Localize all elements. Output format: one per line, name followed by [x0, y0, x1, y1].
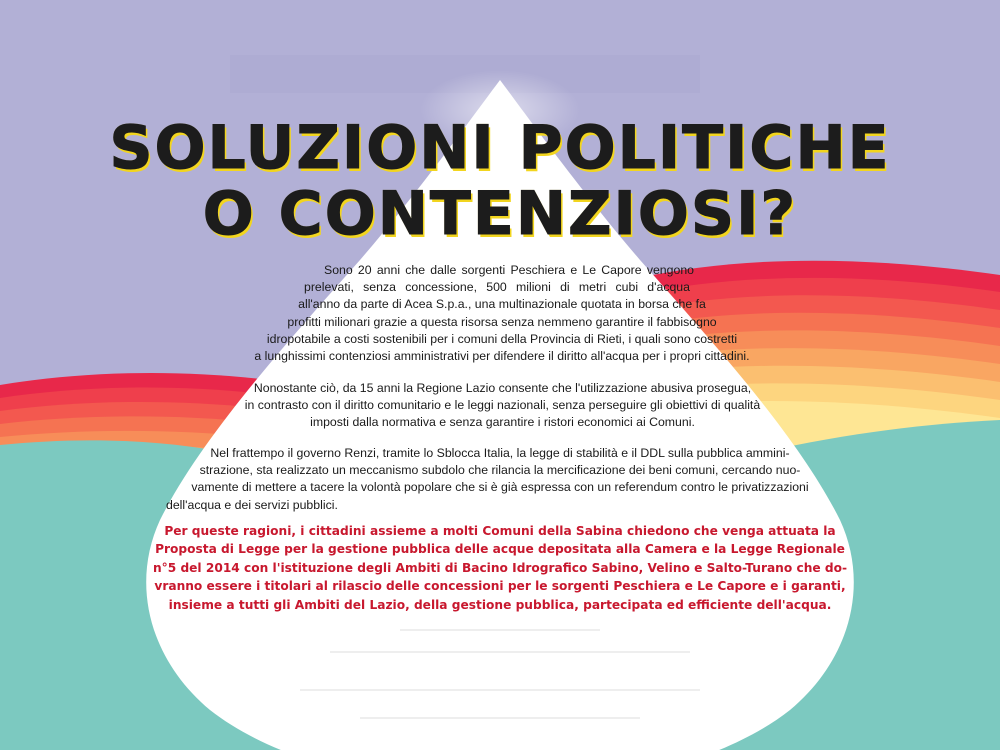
paragraph-line: Proposta di Legge per la gestione pubblica delle acque depositata alla Camera e la Legge Regionale [155, 542, 845, 557]
paragraph-line: vamente di mettere a tacere la volontà popolare che si è già espressa con un referendum contro le privatizzazioni [191, 480, 809, 495]
paragraph-line: Nel frattempo il governo Renzi, tramite lo Sblocca Italia, la legge di stabilità e il DDL sulla pubblica ammini- [210, 446, 790, 460]
paragraph-line: idropotabile a costi sostenibili per i comuni della Provincia di Rieti, i quali sono costretti [266, 331, 738, 346]
paragraph-line: Nonostante ciò, da 15 anni la Regione Lazio consente che l'utilizzazione abusiva prosegua, [253, 381, 752, 395]
paragraph-line: dell'acqua e dei servizi pubblici. [166, 497, 338, 512]
headline-line-1: SOLUZIONI POLITICHE [109, 113, 891, 183]
paragraph-line: a lunghissimi contenziosi amministrativi per difendere il diritto all'acqua per i propri cittadini. [254, 349, 750, 364]
paragraph-line: in contrasto con il diritto comunitario e le leggi nazionali, senza perseguire gli obiettivi di qualità [244, 398, 761, 413]
headline-line-2: O CONTENZIOSI? [202, 179, 798, 249]
paragraph-line: insieme a tutti gli Ambiti del Lazio, della gestione pubblica, partecipata ed efficiente dell'acqua. [168, 597, 832, 612]
paragraph-line: Sono 20 anni che dalle sorgenti Peschiera e Le Capore vengono [324, 263, 694, 277]
paragraph-line: Per queste ragioni, i cittadini assieme a molti Comuni della Sabina chiedono che venga attuata la [164, 524, 836, 538]
paragraph-line: strazione, sta realizzato un meccanismo subdolo che rilancia la mercificazione dei beni comuni, cercando nuo- [199, 463, 801, 478]
paragraph-line: n°5 del 2014 con l'istituzione degli Ambiti di Bacino Idrografico Sabino, Velino e Salto-Turano che do- [152, 560, 848, 575]
paragraph-government [160, 445, 840, 514]
paragraph-line: vranno essere i titolari al rilascio delle concessioni per le sorgenti Peschiera e Le Capore e i garanti, [154, 579, 846, 594]
paragraph-region [205, 380, 800, 432]
paragraph-line: profitti milionari grazie a questa risorsa senza nemmeno garantire il fabbisogno [287, 314, 717, 329]
paragraph-demands [150, 522, 850, 614]
paragraph-line: all'anno da parte di Acea S.p.a., una multinazionale quotata in borsa che fa [298, 297, 706, 312]
paragraph-line: prelevati, senza concessione, 500 milioni di metri cubi d'acqua [304, 280, 690, 295]
paragraph-intro [222, 262, 782, 365]
paragraph-line: imposti dalla normativa e senza garantire i ristori economici ai Comuni. [310, 415, 695, 430]
